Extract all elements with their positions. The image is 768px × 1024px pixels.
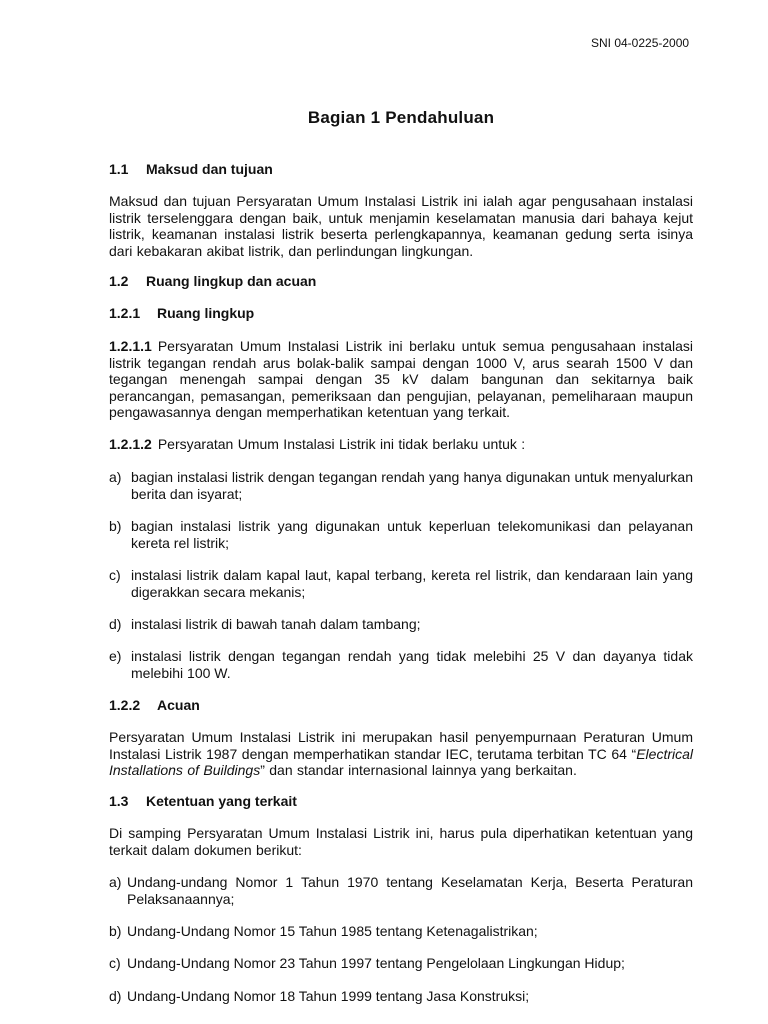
- reference-item-b: [109, 923, 693, 940]
- list-text: Undang-undang Nomor 1 Tahun 1970 tentang Keselamatan Kerja, Beserta Peraturan Pelaksanaannya;: [127, 874, 693, 907]
- list-item-a: [109, 469, 693, 502]
- list-item-c: [109, 567, 693, 600]
- list-marker: c): [109, 955, 121, 971]
- heading-1-3: [109, 793, 297, 809]
- acuan-italic-title: Electrical Installations of Buildings: [109, 745, 693, 778]
- list-text: Undang-Undang Nomor 23 Tahun 1997 tentang Pengelolaan Lingkungan Hidup;: [127, 955, 625, 971]
- section-number: 1.3: [109, 793, 129, 809]
- section-number: 1.2: [109, 273, 129, 289]
- list-marker: a): [109, 469, 122, 485]
- clause-number: 1.2.1.2: [109, 436, 152, 452]
- heading-1-2-1: [109, 305, 254, 321]
- list-item-e: [109, 648, 693, 681]
- list-marker: b): [109, 923, 122, 939]
- section-title: Maksud dan tujuan: [146, 161, 273, 177]
- acuan-text-end: ” dan standar internasional lainnya yang berkaitan.: [260, 762, 577, 778]
- clause-number: 1.2.1.1: [109, 338, 152, 354]
- reference-item-a: [109, 874, 693, 907]
- paragraph-1-3: Di samping Persyaratan Umum Instalasi Listrik ini, harus pula diperhatikan ketentuan yang terkait dalam dokumen berikut:: [109, 825, 693, 858]
- list-text: bagian instalasi listrik dengan tegangan rendah yang hanya digunakan untuk menyalurkan berita dan isyarat;: [131, 469, 693, 502]
- list-marker: b): [109, 518, 122, 534]
- section-title: Acuan: [157, 697, 200, 713]
- list-marker: d): [109, 988, 122, 1004]
- reference-item-d: [109, 988, 693, 1005]
- list-text: bagian instalasi listrik yang digunakan untuk keperluan telekomunikasi dan pelayanan kereta rel listrik;: [131, 518, 693, 551]
- paragraph-1-2-1-2: [109, 436, 693, 453]
- list-text: instalasi listrik dalam kapal laut, kapal terbang, kereta rel listrik, dan kendaraan lain yang digerakkan secara mekanis;: [131, 567, 693, 600]
- paragraph-1-1: Maksud dan tujuan Persyaratan Umum Instalasi Listrik ini ialah agar pengusahaan instalasi listrik terselenggara dengan baik, untuk menjamin keselamatan manusia dari bahaya kejut listrik, keamanan instalasi listrik beserta perlengkapannya, keamanan gedung serta isinya dari kebakaran akibat listrik, dan perlindungan lingkungan.: [109, 193, 693, 259]
- clause-text: Persyaratan Umum Instalasi Listrik ini tidak berlaku untuk :: [157, 436, 526, 452]
- section-title: Ruang lingkup: [157, 305, 255, 321]
- paragraph-1-2-2: [109, 729, 693, 779]
- heading-1-2-2: [109, 697, 200, 713]
- heading-1-2: [109, 273, 316, 289]
- acuan-text-start: Persyaratan Umum Instalasi Listrik ini merupakan hasil penyempurnaan Peraturan Umum Instalasi Listrik 1987 dengan memperhatikan standar IEC, terutama terbitan TC 64 “: [109, 729, 693, 762]
- section-title: Ketentuan yang terkait: [146, 793, 297, 809]
- section-number: 1.2.1: [109, 305, 141, 321]
- section-title: Ruang lingkup dan acuan: [146, 273, 317, 289]
- paragraph-1-2-1-1: [109, 338, 693, 421]
- heading-1-1: [109, 161, 273, 177]
- clause-text: Persyaratan Umum Instalasi Listrik ini berlaku untuk semua pengusahaan instalasi listrik tegangan rendah arus bolak-balik sampai dengan 1000 V, arus searah 1500 V dan tegangan menengah sampai dengan 35 kV dalam bangunan dan sekitarnya baik perancangan, pemasangan, pemeriksaan dan pengujian, pelayanan, pemeliharaan maupun pengawasannya dengan memperhatikan ketentuan yang terkait.: [109, 338, 693, 420]
- section-number: 1.1: [109, 161, 129, 177]
- list-text: instalasi listrik di bawah tanah dalam tambang;: [131, 616, 421, 632]
- section-number: 1.2.2: [109, 697, 141, 713]
- list-marker: c): [109, 567, 121, 583]
- list-marker: e): [109, 648, 122, 664]
- reference-item-c: [109, 955, 693, 972]
- chapter-title: Bagian 1 Pendahuluan: [307, 108, 495, 127]
- list-text: Undang-Undang Nomor 18 Tahun 1999 tentang Jasa Konstruksi;: [127, 988, 530, 1004]
- list-marker: a): [109, 874, 122, 890]
- list-text: Undang-Undang Nomor 15 Tahun 1985 tentang Ketenagalistrikan;: [127, 923, 538, 939]
- list-item-b: [109, 518, 693, 551]
- document-number: SNI 04-0225-2000: [591, 36, 690, 50]
- list-item-d: [109, 616, 693, 633]
- list-marker: d): [109, 616, 122, 632]
- list-text: instalasi listrik dengan tegangan rendah yang tidak melebihi 25 V dan dayanya tidak melebihi 100 W.: [131, 648, 693, 681]
